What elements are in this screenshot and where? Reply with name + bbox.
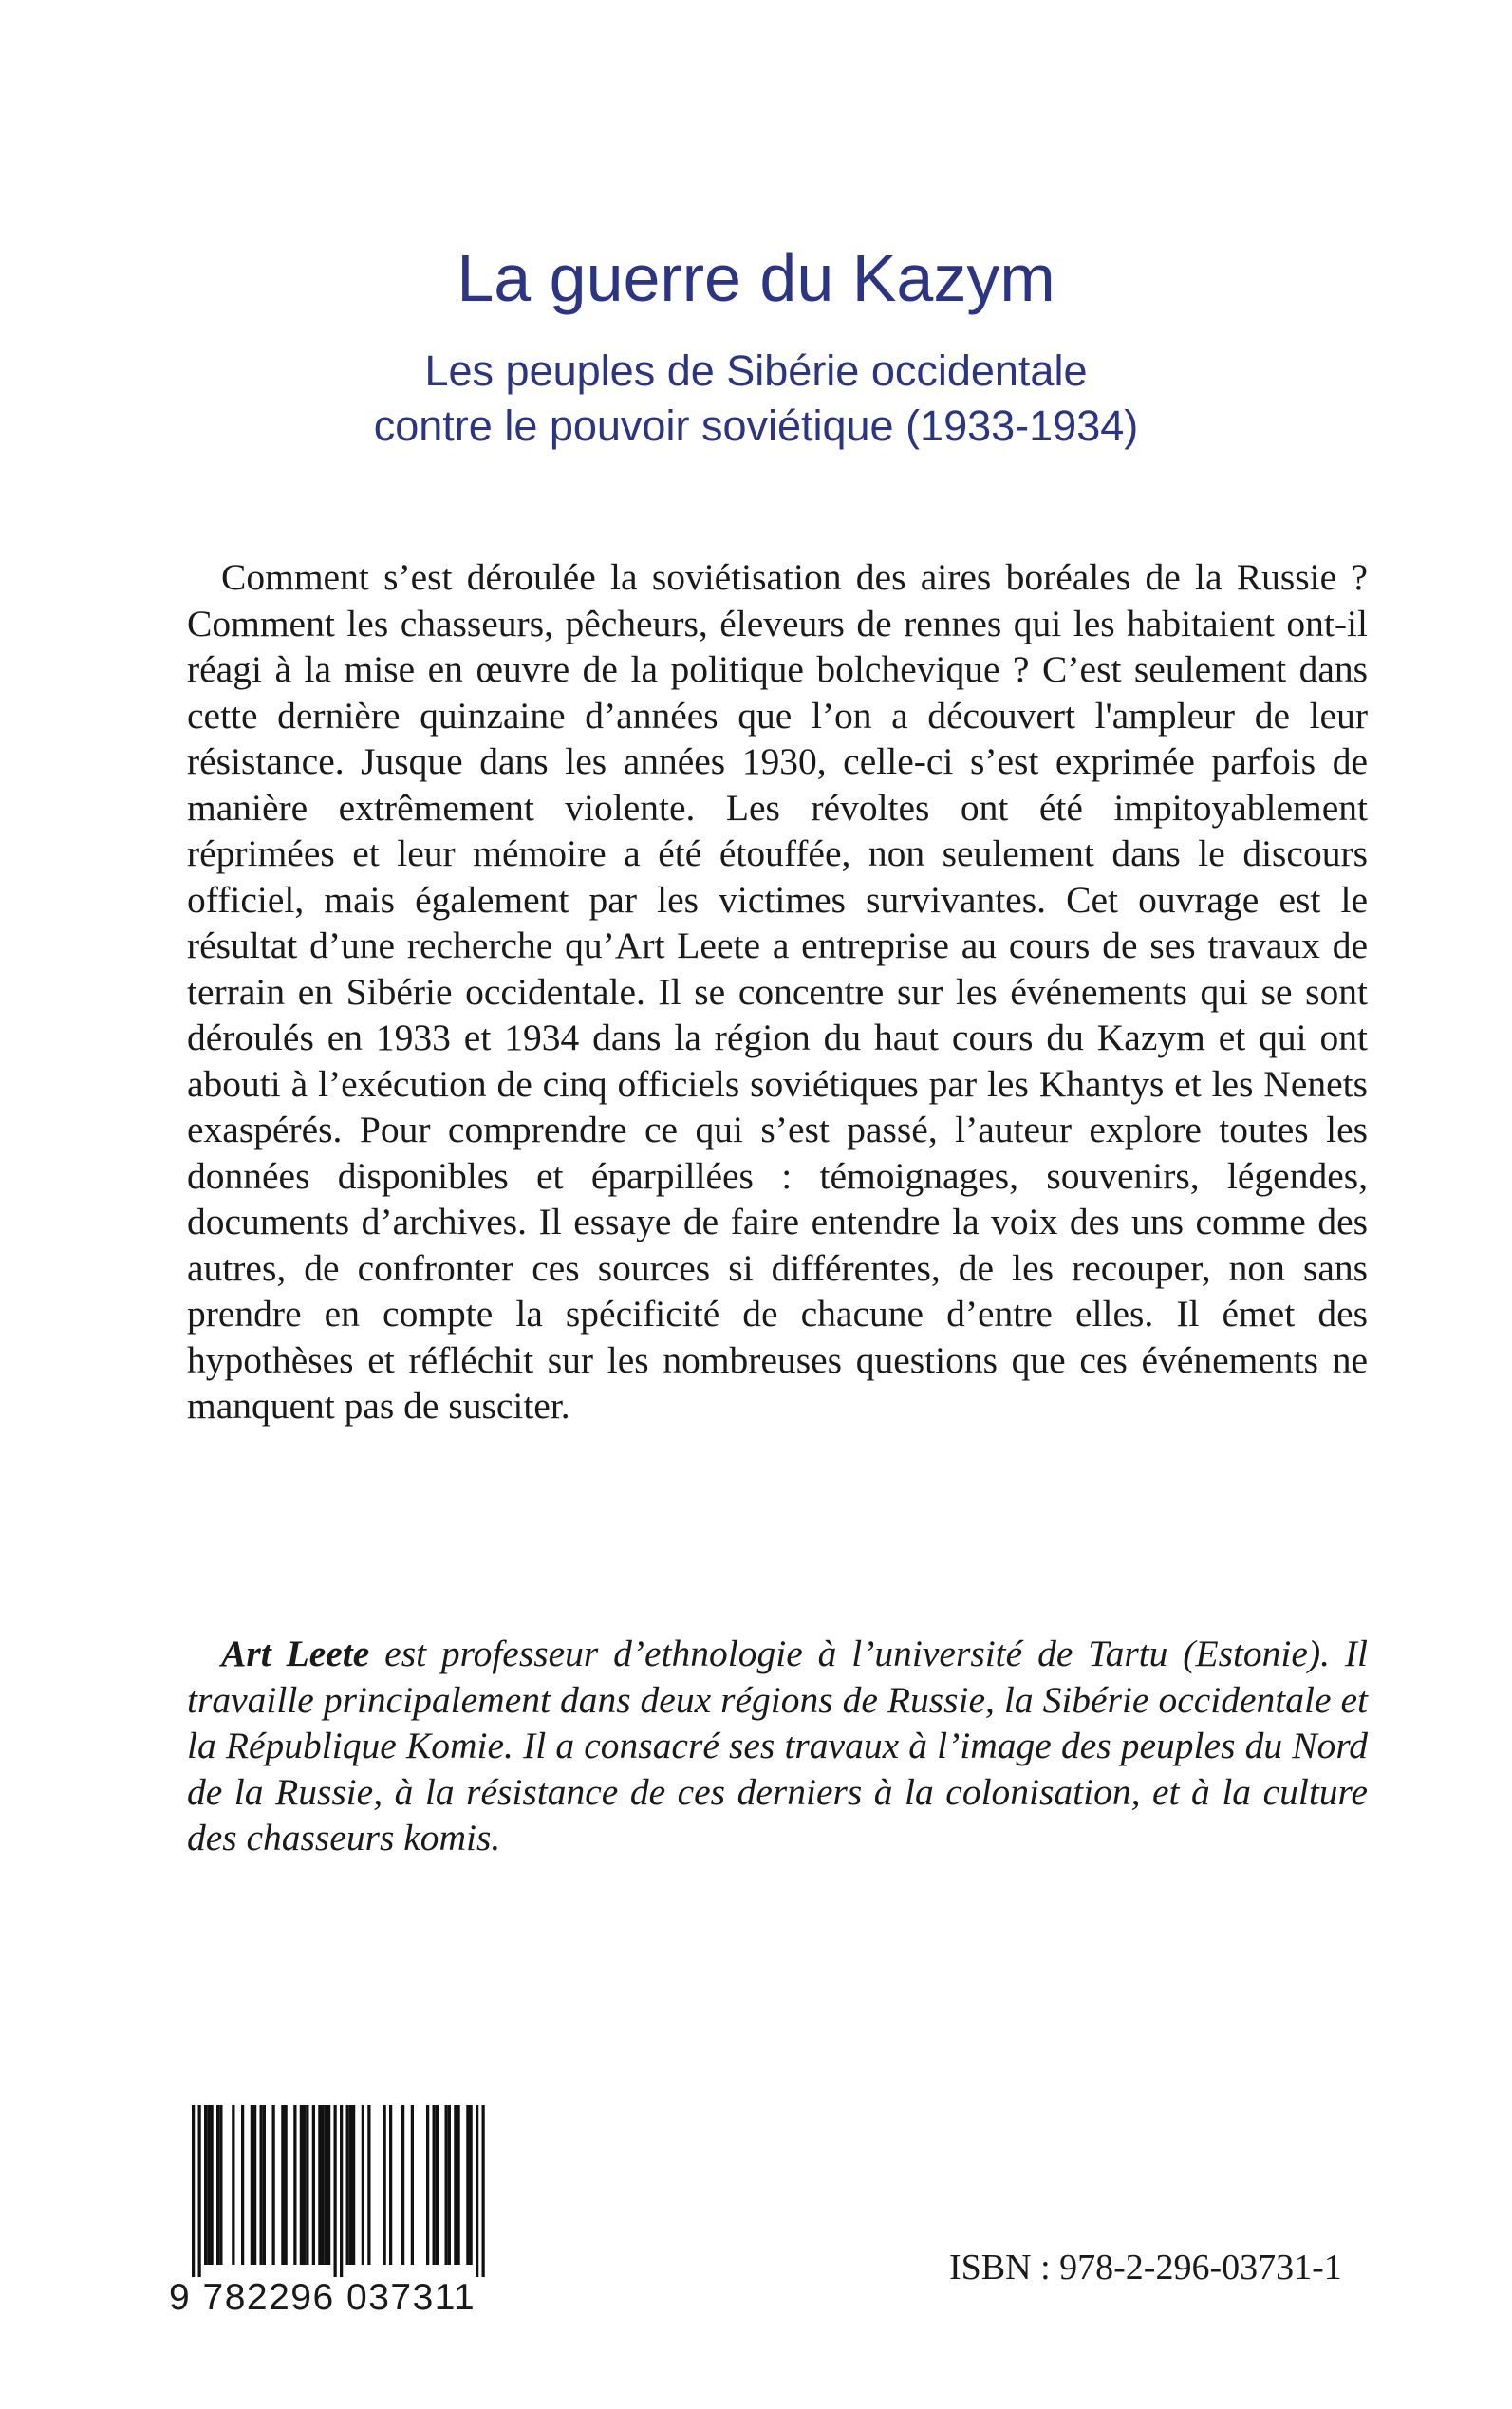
barcode-bar <box>318 2105 321 2265</box>
barcode-bar <box>216 2105 219 2265</box>
author-bio <box>187 1631 1368 1861</box>
barcode-bar <box>211 2105 214 2265</box>
barcode-bar <box>325 2105 327 2265</box>
barcode-bar <box>281 2105 284 2265</box>
barcode-bar <box>198 2105 201 2277</box>
barcode-bar <box>448 2105 451 2265</box>
barcode-bar <box>219 2105 222 2265</box>
barcode-bar <box>349 2105 352 2265</box>
barcode-bar <box>300 2105 303 2265</box>
barcode-bar <box>457 2105 460 2265</box>
barcode-bar <box>253 2105 256 2265</box>
barcode-bar <box>312 2105 315 2265</box>
barcode-bar <box>232 2105 234 2265</box>
barcode-bar <box>352 2105 355 2265</box>
barcode-bar <box>334 2105 337 2277</box>
barcode-bar <box>466 2105 469 2265</box>
barcode-bar <box>260 2105 263 2265</box>
barcode-bar <box>411 2105 414 2265</box>
barcode-bar <box>454 2105 457 2265</box>
barcode-bar <box>482 2105 485 2277</box>
barcode <box>169 2105 506 2277</box>
barcode-bar <box>426 2105 429 2265</box>
barcode-bar <box>322 2105 325 2265</box>
barcode-bar <box>251 2105 253 2265</box>
barcode-bar <box>389 2105 392 2265</box>
barcode-bar <box>293 2105 296 2265</box>
isbn-number: ISBN : 978-2-296-03731-1 <box>949 2248 1342 2288</box>
barcode-bar <box>470 2105 473 2265</box>
barcode-bar <box>306 2105 308 2265</box>
barcode-bar <box>303 2105 306 2265</box>
barcode-bar <box>383 2105 386 2265</box>
author-name: Art Leete <box>221 1633 370 1674</box>
subtitle-line-2: contre le pouvoir soviétique (1933-1934) <box>373 402 1139 450</box>
book-title: La guerre du Kazym <box>457 241 1055 315</box>
barcode-bars-icon <box>169 2105 506 2277</box>
barcode-digits: 9 782296 037311 <box>169 2277 476 2318</box>
barcode-bar <box>241 2105 244 2265</box>
barcode-bar <box>436 2105 439 2265</box>
barcode-bar <box>207 2105 210 2265</box>
barcode-bar <box>285 2105 288 2265</box>
barcode-bar <box>263 2105 266 2265</box>
barcode-bar <box>327 2105 330 2265</box>
barcode-bar <box>346 2105 349 2265</box>
author-bio-text: est professeur d’ethnologie à l’université de Tartu (Estonie). Il travaille principalement dans deux régions de Russie, la Sibérie occidentale et la République Komie. Il a consacré ses travaux à l’image des peuples du Nord de la Russie, à la résistance de ces derniers à la colonisation, et à la culture des chasseurs komis. <box>187 1633 1368 1858</box>
barcode-bar <box>401 2105 404 2265</box>
barcode-bar <box>204 2105 207 2265</box>
barcode-bar <box>362 2105 364 2265</box>
barcode-bar <box>272 2105 275 2265</box>
barcode-bar <box>192 2105 195 2277</box>
subtitle-line-1: Les peuples de Sibérie occidentale <box>424 346 1088 395</box>
barcode-bar <box>445 2105 448 2265</box>
book-summary: Comment s’est déroulée la soviétisation des aires boréales de la Russie ? Comment les chasseurs, pêcheurs, éleveurs de rennes qui les habitaient ont-il réagi à la mise en œuvre de la politique bolchevique ? C’est seulement dans cette dernière quinzaine d’années que l’on a découvert l'ampleur de leur résistance. Jusque dans les années 1930, celle-ci s’est exprimée parfois de manière extrêmement violente. Les révoltes ont été impitoyablement réprimées et leur mémoire a été étouffée, non seulement dans le discours officiel, mais également par les victimes survivantes. Cet ouvrage est le résultat d’une recherche qu’Art Leete a entreprise au cours de ses travaux de terrain en Sibérie occidentale. Il se concentre sur les événements qui se sont déroulés en 1933 et 1934 dans la région du haut cours du Kazym et qui ont abouti à l’exécution de cinq officiels soviétiques par les Khantys et les Nenets exaspérés. Pour comprendre ce qui s’est passé, l’auteur explore toutes les données disponibles et éparpillées : témoignages, souvenirs, légendes, documents d’archives. Il essaye de faire entendre la voix des uns comme des autres, de confronter ces sources si différentes, de les recouper, non sans prendre en compte la spécificité de chacune d’entre elles. Il émet des hypothèses et réfléchit sur les nombreuses questions que ces événements ne manquent pas de susciter. <box>187 556 1368 1427</box>
barcode-bar <box>367 2105 370 2265</box>
barcode-bar <box>433 2105 436 2265</box>
barcode-bar <box>476 2105 478 2277</box>
book-subtitle <box>0 344 1512 454</box>
barcode-bar <box>340 2105 343 2277</box>
